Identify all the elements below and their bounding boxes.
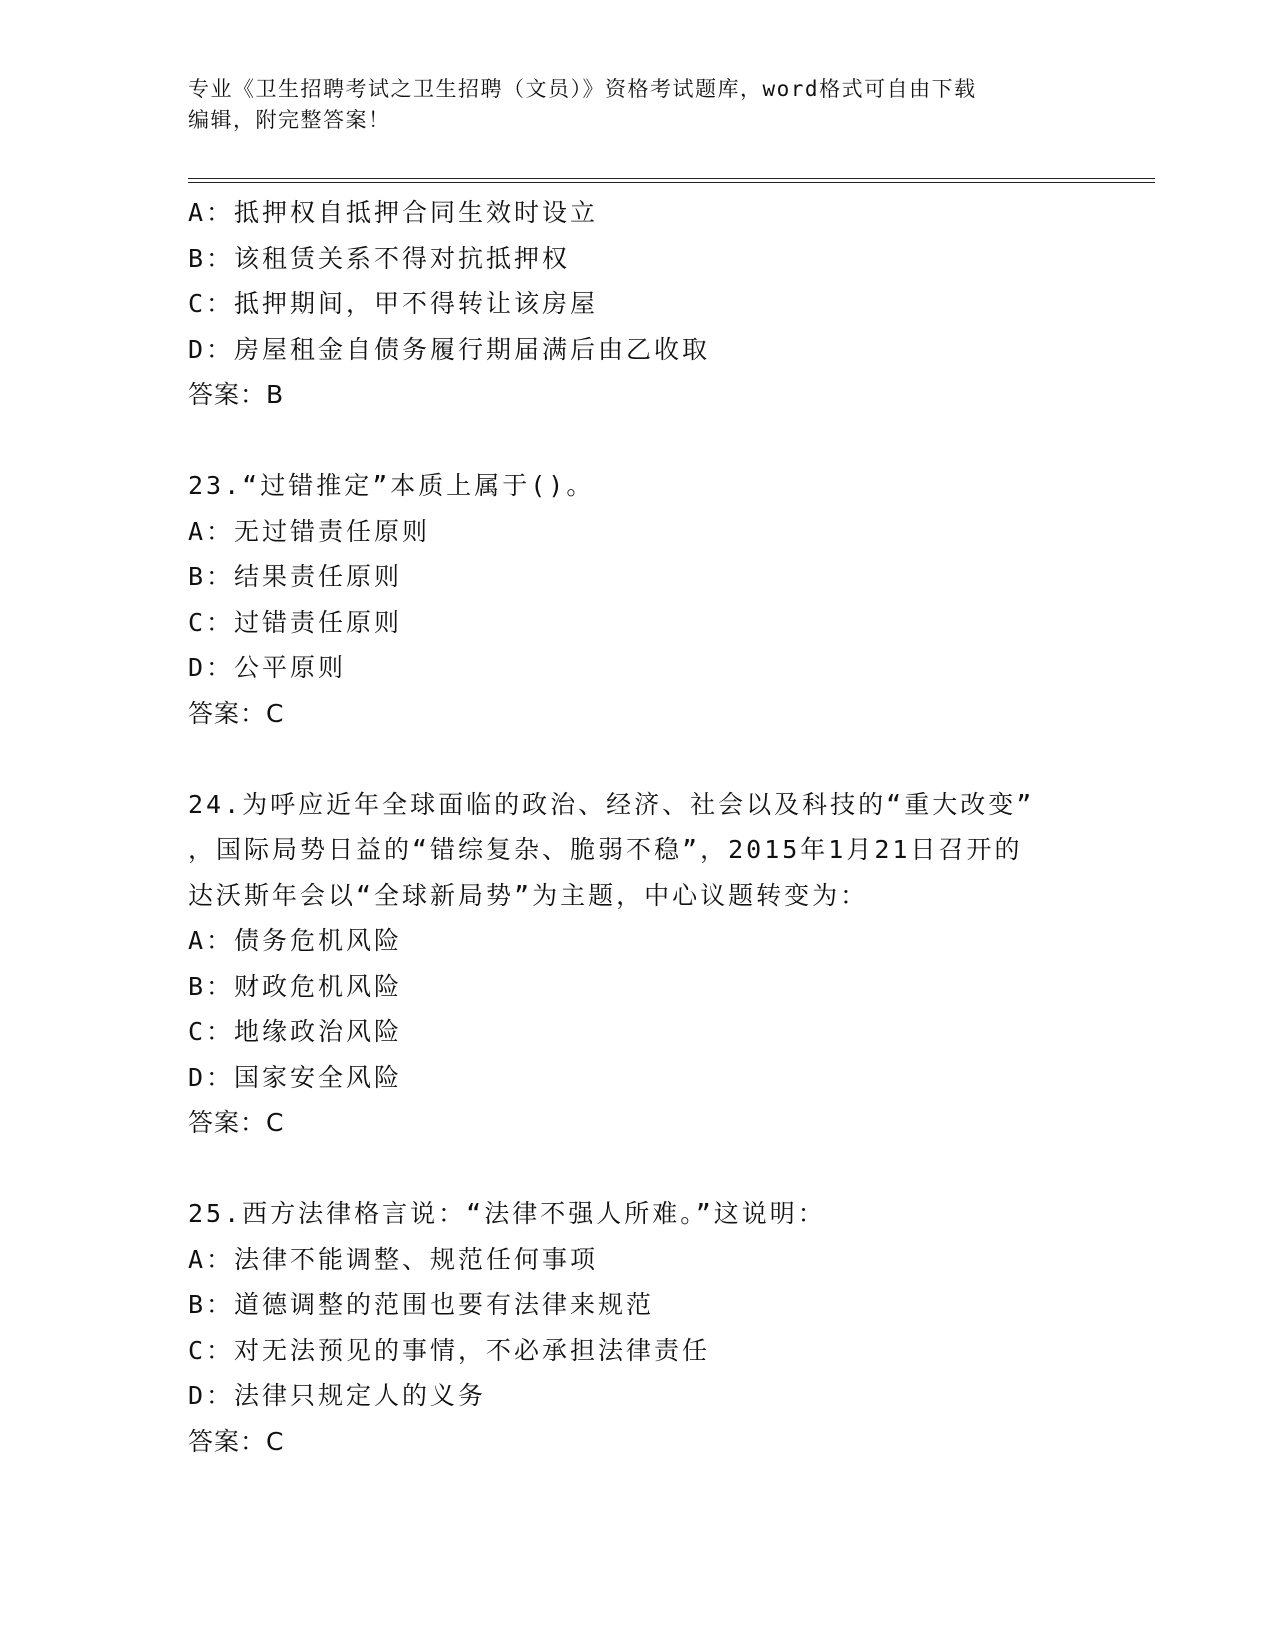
- spacer: [188, 418, 1148, 464]
- header-rule-top: [188, 178, 1155, 179]
- question-list: [188, 190, 1148, 1464]
- question-22: [188, 190, 1148, 418]
- spacer: [188, 1146, 1148, 1192]
- question-25: [188, 1191, 1148, 1464]
- header-line-2: 编辑，附完整答案！: [188, 108, 391, 132]
- answer: 答案：B: [188, 380, 285, 409]
- question-stem: 23.“过错推定”本质上属于()。: [188, 471, 595, 500]
- answer: 答案：C: [188, 1426, 285, 1456]
- option-b: B：该租赁关系不得对抗抵押权: [188, 243, 571, 273]
- question-stem-line-3: 达沃斯年会以“全球新局势”为主题，中心议题转变为：: [188, 880, 869, 910]
- spacer: [188, 736, 1148, 782]
- question-stem-line-2: ，国际局势日益的“错综复杂、脆弱不稳”，2015年1月21日召开的: [188, 835, 1023, 864]
- option-a: A：无过错责任原则: [188, 516, 431, 546]
- option-b: B：结果责任原则: [188, 562, 403, 591]
- option-a: A：债务危机风险: [188, 926, 403, 955]
- option-c: C：地缘政治风险: [188, 1017, 403, 1046]
- header-line-1: 专业《卫生招聘考试之卫生招聘（文员）》资格考试题库，word格式可自由下载: [188, 77, 977, 101]
- question-24: [188, 782, 1148, 1146]
- question-stem-line-1: 24.为呼应近年全球面临的政治、经济、社会以及科技的“重大改变”: [188, 789, 1035, 819]
- option-c: C：对无法预见的事情，不必承担法律责任: [188, 1335, 711, 1365]
- option-d: D：公平原则: [188, 653, 347, 682]
- option-a: A：法律不能调整、规范任何事项: [188, 1244, 599, 1274]
- question-stem: 25.西方法律格言说：“法律不强人所难。”这说明：: [188, 1199, 826, 1228]
- option-d: D：法律只规定人的义务: [188, 1381, 487, 1410]
- option-c: C：抵押期间，甲不得转让该房屋: [188, 289, 599, 318]
- option-b: B：道德调整的范围也要有法律来规范: [188, 1290, 655, 1319]
- answer: 答案：C: [188, 698, 285, 728]
- document-header: [188, 74, 1088, 136]
- header-rule-bottom: [188, 182, 1155, 183]
- answer: 答案：C: [188, 1108, 285, 1137]
- option-c: C：过错责任原则: [188, 607, 403, 637]
- option-d: D：国家安全风险: [188, 1062, 403, 1092]
- question-23: [188, 463, 1148, 736]
- option-b: B：财政危机风险: [188, 971, 403, 1001]
- option-d: D：房屋租金自债务履行期届满后由乙收取: [188, 334, 711, 364]
- option-a: A：抵押权自抵押合同生效时设立: [188, 198, 599, 227]
